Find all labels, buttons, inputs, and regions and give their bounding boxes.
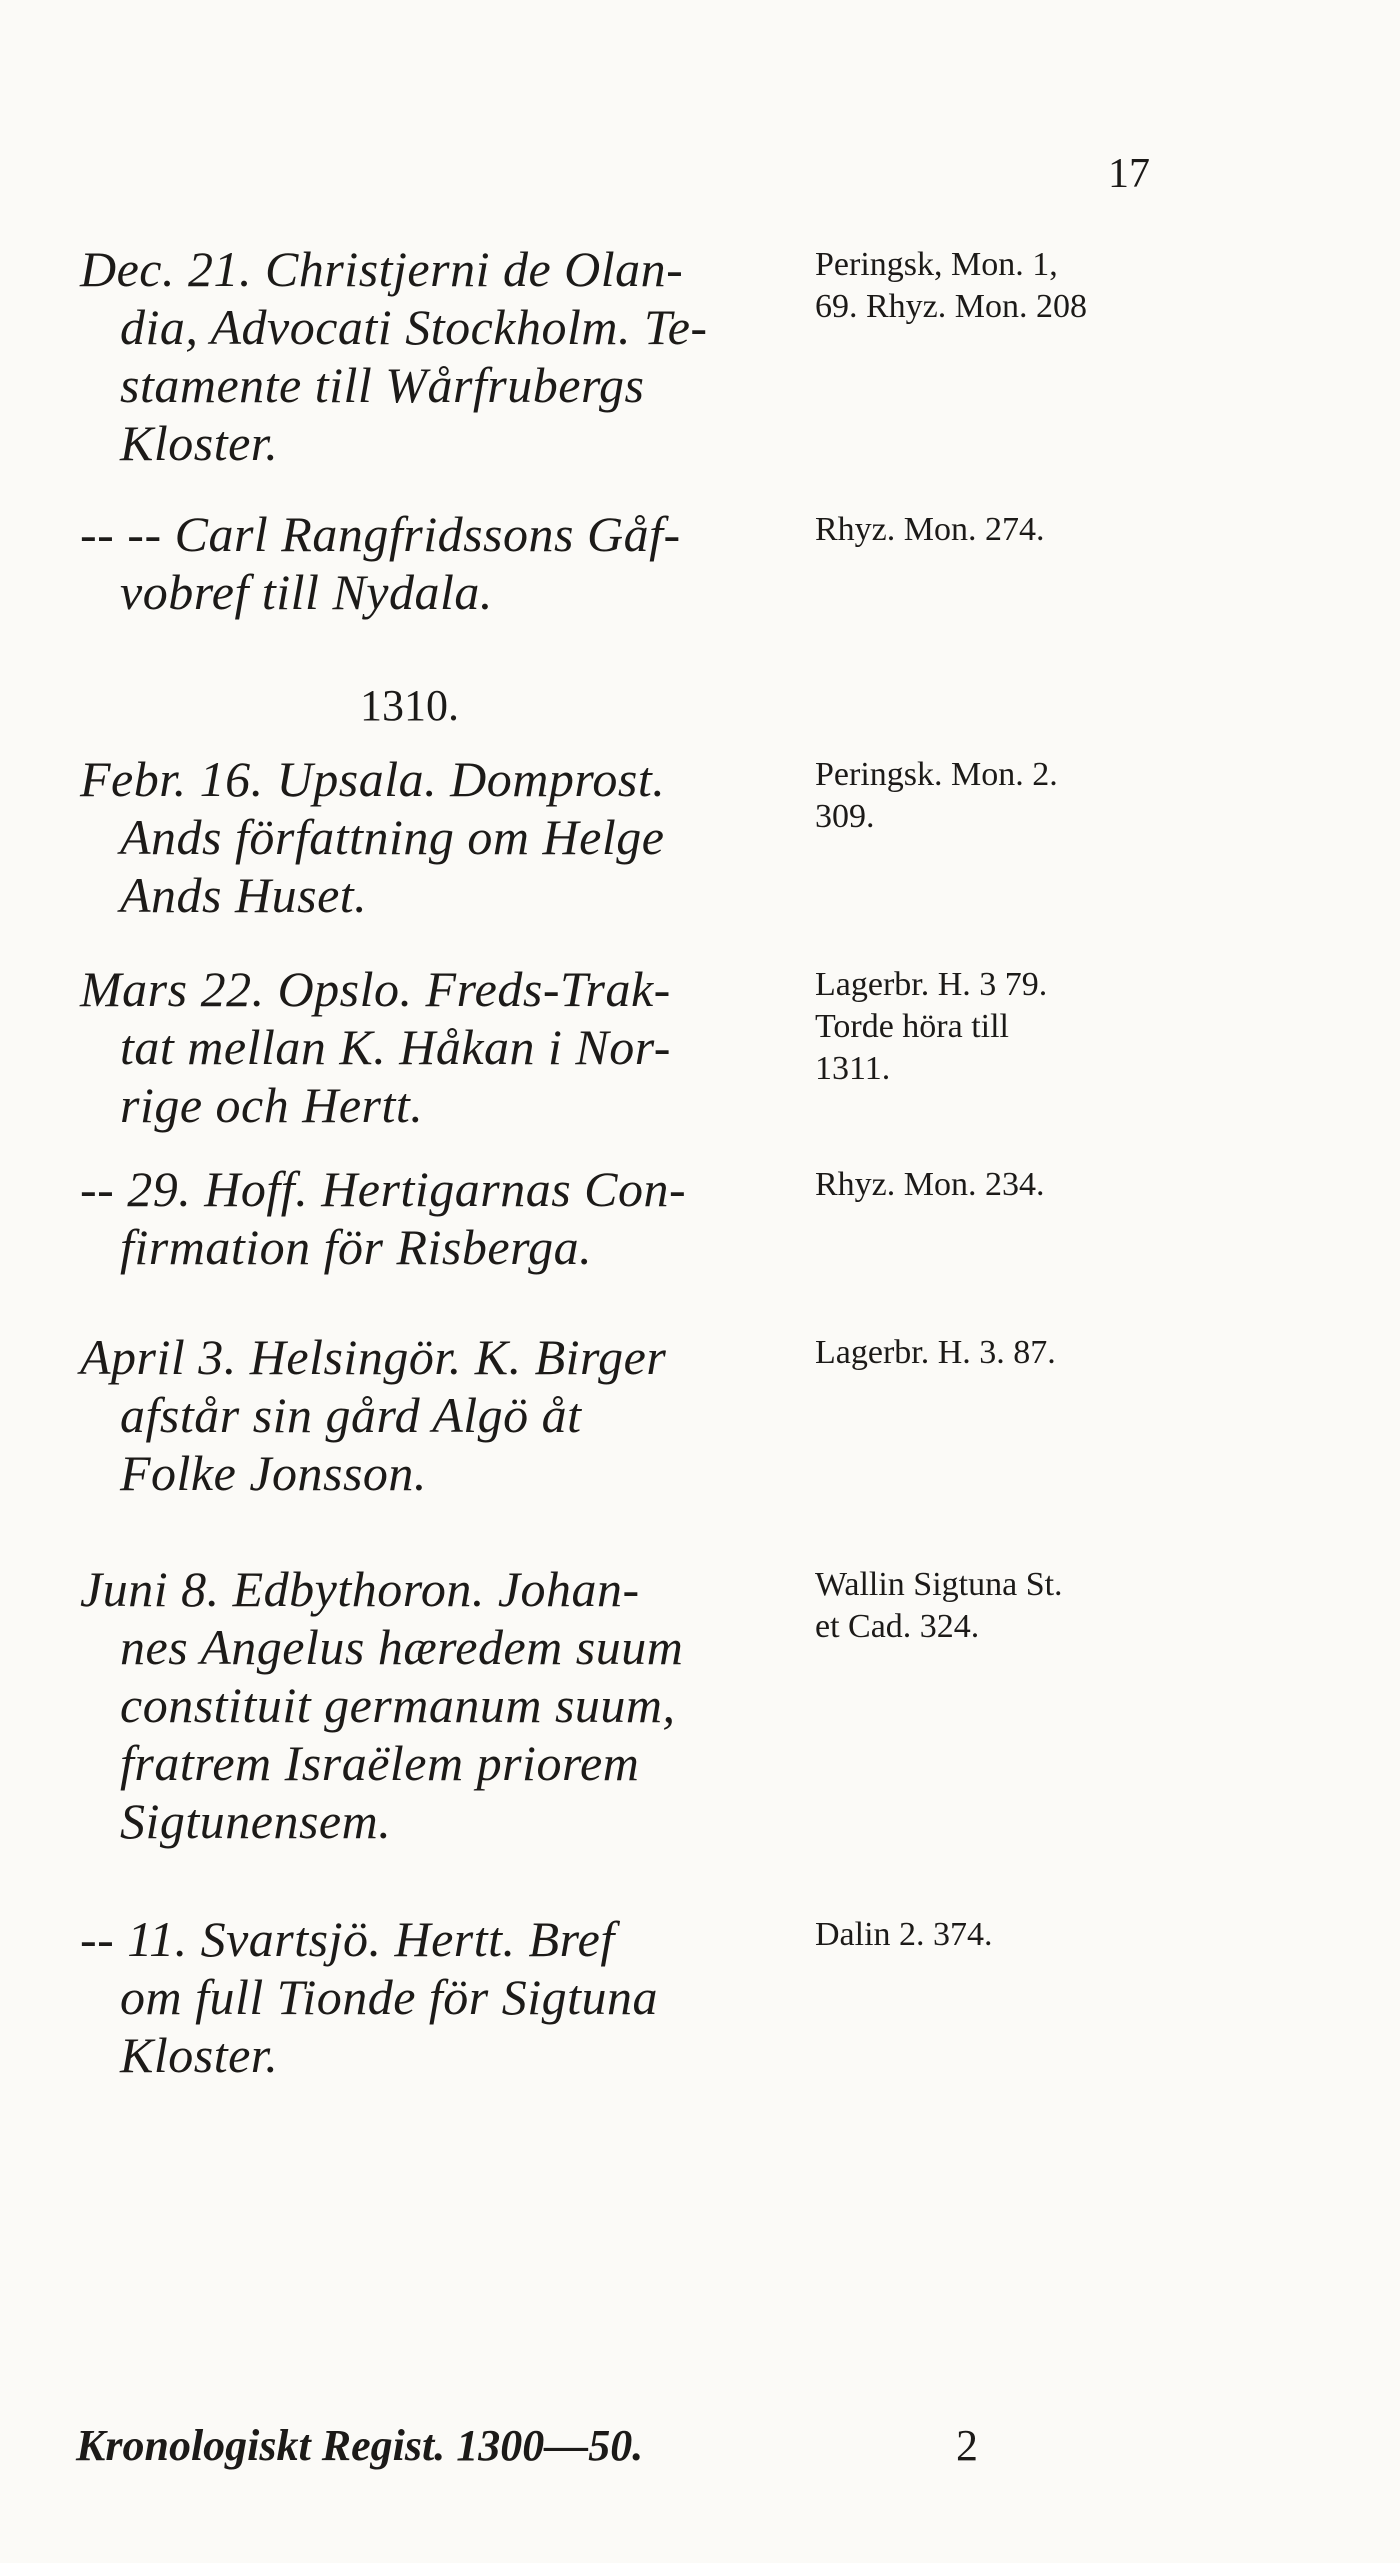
entry-line: dia, Advocati Stockholm. Te- [120, 299, 708, 355]
entry-text [80, 240, 820, 472]
year-heading: 1310. [360, 681, 459, 730]
page-footer [76, 2420, 1276, 2471]
source-line: Rhyz. Mon. 274. [815, 511, 1045, 548]
entry-line: nes Angelus hæredem suum [120, 1619, 684, 1675]
page-number: 17 [1108, 151, 1150, 197]
source-line: 69. Rhyz. Mon. 208 [815, 288, 1087, 325]
entry-line: tat mellan K. Håkan i Nor- [120, 1019, 671, 1075]
entry-line: afstår sin gård Algö åt [120, 1387, 582, 1443]
entry-source [815, 754, 1335, 838]
entry-line: Juni 8. Edbythoron. Johan- [80, 1561, 640, 1617]
entry-source [815, 1332, 1335, 1374]
source-line: Lagerbr. H. 3. 87. [815, 1334, 1056, 1371]
entry-line: Folke Jonsson. [120, 1445, 427, 1501]
entry-line: Febr. 16. Upsala. Domprost. [80, 751, 666, 807]
register-signature: Kronologiskt Regist. 1300—50. [76, 2421, 644, 2470]
source-line: Rhyz. Mon. 234. [815, 1166, 1045, 1203]
entry-line: stamente till Wårfrubergs [120, 357, 645, 413]
entry-text [80, 1328, 820, 1502]
entry-line: constituit germanum suum, [120, 1677, 676, 1733]
entry-line: rige och Hertt. [120, 1077, 424, 1133]
source-line: Torde höra till [815, 1008, 1010, 1045]
entry-text [80, 1560, 820, 1850]
entry-source [815, 244, 1335, 328]
source-line: Wallin Sigtuna St. [815, 1566, 1063, 1603]
entry-line: firmation för Risberga. [120, 1219, 593, 1275]
entry-line: vobref till Nydala. [120, 564, 493, 620]
source-line: Peringsk. Mon. 2. [815, 756, 1058, 793]
entry-line: Kloster. [120, 2027, 279, 2083]
source-line: Lagerbr. H. 3 79. [815, 966, 1048, 1003]
entry-line: Mars 22. Opslo. Freds-Trak- [80, 961, 671, 1017]
entry-text [80, 1160, 820, 1276]
entry-source [815, 509, 1335, 551]
entry-line: Kloster. [120, 415, 279, 471]
source-line: et Cad. 324. [815, 1608, 980, 1645]
entry-text [80, 750, 820, 924]
sheet-mark: 2 [956, 2421, 978, 2470]
entry-text [80, 505, 820, 621]
entry-line: -- 29. Hoff. Hertigarnas Con- [80, 1161, 687, 1217]
source-line: 309. [815, 798, 875, 835]
entry-line: om full Tionde för Sigtuna [120, 1969, 659, 2025]
entry-line: Ands Huset. [120, 867, 368, 923]
entry-source [815, 964, 1335, 1090]
entry-text [80, 960, 820, 1134]
entry-line: Dec. 21. Christjerni de Olan- [80, 241, 684, 297]
entry-line: -- -- Carl Rangfridssons Gåf- [80, 506, 681, 562]
entry-source [815, 1564, 1335, 1648]
entry-line: -- 11. Svartsjö. Hertt. Bref [80, 1911, 615, 1967]
source-line: 1311. [815, 1050, 891, 1087]
entry-source [815, 1164, 1335, 1206]
entry-line: Sigtunensem. [120, 1793, 392, 1849]
entry-text [80, 1910, 820, 2084]
entry-source [815, 1914, 1335, 1956]
source-line: Peringsk, Mon. 1, [815, 246, 1058, 283]
entry-line: fratrem Israëlem priorem [120, 1735, 640, 1791]
entry-line: April 3. Helsingör. K. Birger [80, 1329, 667, 1385]
source-line: Dalin 2. 374. [815, 1916, 993, 1953]
entry-line: Ands författning om Helge [120, 809, 665, 865]
